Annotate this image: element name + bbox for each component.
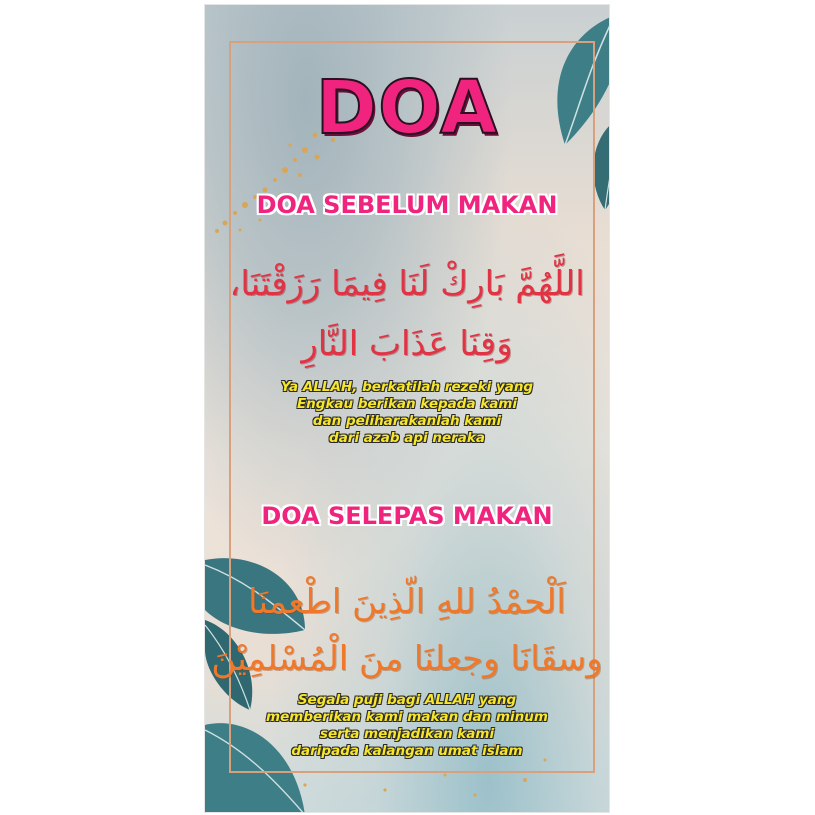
arabic-prayer-line: اَلْحمْدُ للهِ الّذِينَ اطْعمنَا <box>248 582 566 622</box>
translation-line: dan peliharakanlah kami <box>312 413 502 429</box>
arabic-prayer-line: اللَّهُمَّ بَارِكْ لَنَا فِيمَا رَزَقْتَنَا، <box>229 264 585 304</box>
translation-line: serta menjadikan kami <box>319 726 495 742</box>
translation-line: dari azab api neraka <box>329 430 485 446</box>
translation-block-after-meal <box>205 692 609 760</box>
translation-line: daripada kalangan umat islam <box>291 743 523 759</box>
translation-line: Ya ALLAH, berkatilah rezeki yang <box>280 379 534 395</box>
poster <box>205 5 609 812</box>
translation-block-before-meal <box>205 379 609 447</box>
poster-title: DOA <box>315 65 499 151</box>
arabic-prayer-line: وَقِنَا عَذَابَ النَّارِ <box>301 324 513 364</box>
translation-line: Engkau berikan kepada kami <box>296 396 518 412</box>
translation-line: Segala puji bagi ALLAH yang <box>297 692 517 708</box>
section-heading-after-meal: DOA SELEPAS MAKAN <box>261 502 553 530</box>
translation-line: memberikan kami makan dan minum <box>266 709 548 725</box>
section-heading-before-meal: DOA SEBELUM MAKAN <box>256 191 558 219</box>
arabic-prayer-line: وسقَانَا وجعلنَا منَ الْمُسْلمِيْنَ <box>211 639 603 679</box>
